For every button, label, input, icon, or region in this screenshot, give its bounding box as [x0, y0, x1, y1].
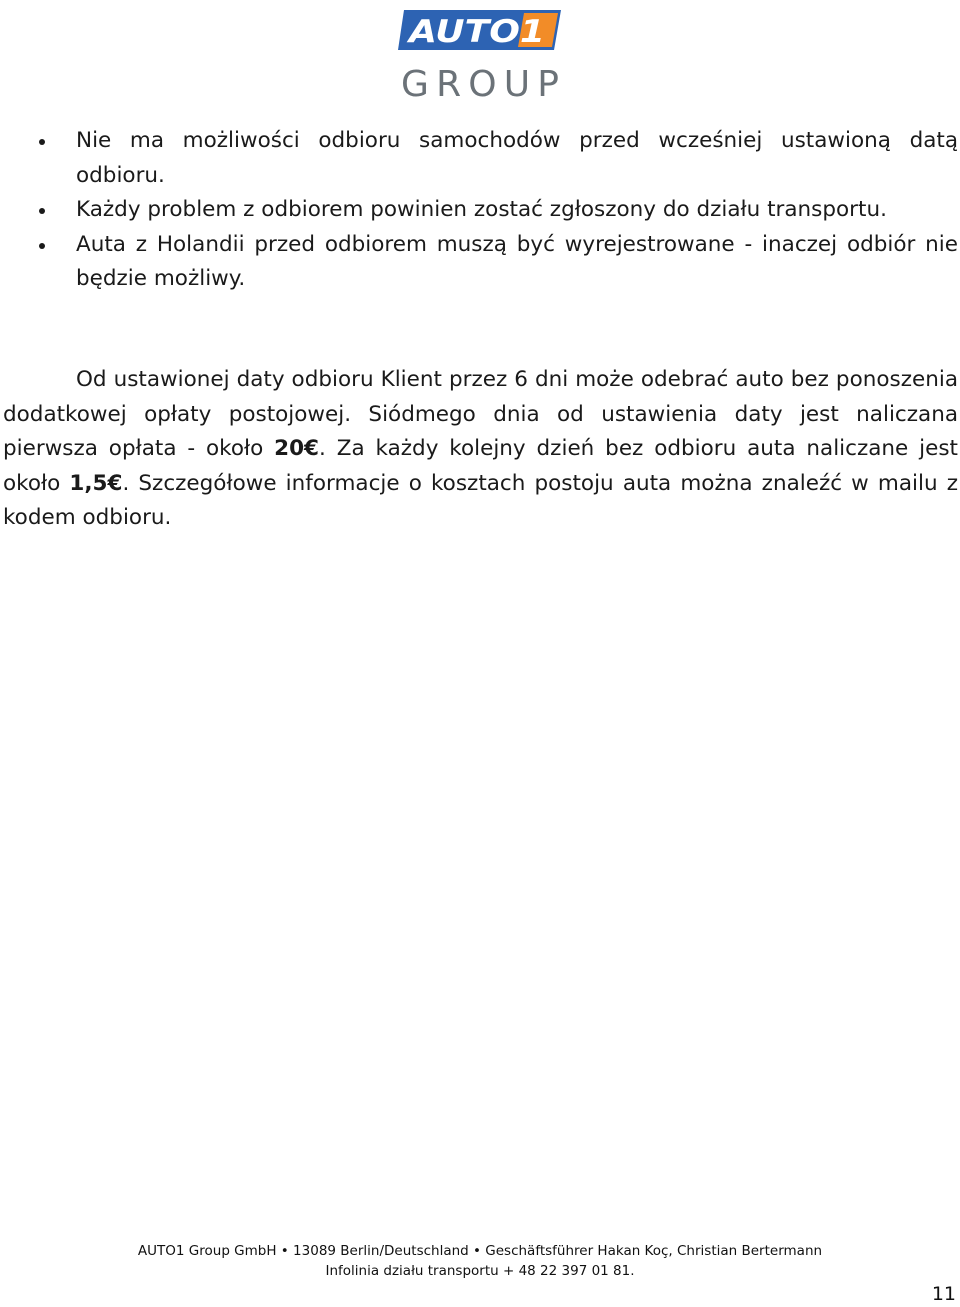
auto1-group-logo [398, 8, 563, 100]
fee-text-1: Od ustawionej daty odbioru Klient przez 6 dni może odebrać auto bez ponoszenia dodatkowej opłaty postojowej. Siódmego dnia od ustawienia daty jest naliczana pierwsza opłata - około [3, 367, 958, 462]
bullet-dot-icon [39, 243, 45, 249]
bullet-item [0, 228, 958, 297]
fee-paragraph [3, 363, 958, 536]
logo-wordmark: AUTO1 [405, 14, 545, 50]
footer-hotline-line: Infolinia działu transportu + 48 22 397 01 81. [325, 1263, 635, 1279]
page-number: 11 [931, 1283, 956, 1305]
fee-text-3: . Szczegółowe informacje o kosztach postoju auta można znaleźć w mailu z kodem odbioru. [3, 470, 958, 531]
bullet-text: Każdy problem z odbiorem powinien zostać zgłoszony do działu transportu. [76, 197, 887, 223]
fee-amount-daily: 1,5€ [69, 470, 123, 496]
bullet-list [0, 124, 958, 297]
footer-company-line: AUTO1 Group GmbH • 13089 Berlin/Deutschland • Geschäftsführer Hakan Koç, Christian Bertermann [137, 1243, 823, 1259]
fee-amount-first: 20€ [274, 436, 320, 462]
page-footer [0, 1241, 960, 1281]
fee-text-2: . Za każdy kolejny dzień bez odbioru auta naliczane jest około [3, 436, 958, 496]
bullet-dot-icon [39, 139, 45, 145]
bullet-item [0, 124, 958, 193]
logo-subtitle: GROUP [401, 64, 559, 100]
bullet-text: Auta z Holandii przed odbiorem muszą być wyrejestrowane - inaczej odbiór nie będzie możliwy. [76, 231, 958, 292]
bullet-dot-icon [39, 208, 45, 214]
bullet-item [0, 193, 958, 228]
bullet-text: Nie ma możliwości odbioru samochodów przed wcześniej ustawioną datą odbioru. [76, 128, 958, 188]
